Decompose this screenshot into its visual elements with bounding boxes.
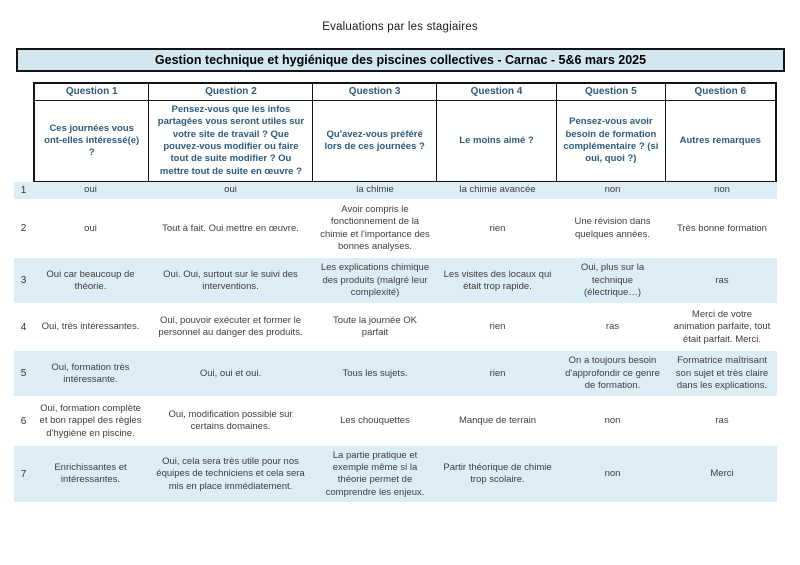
answer-cell: Merci de votre animation parfaite, tout était parfait. Merci.	[673, 308, 771, 345]
row-number: 7	[20, 468, 27, 480]
answer-cell: rien	[489, 321, 506, 333]
row-number: 5	[20, 368, 27, 380]
answer-cell: Les explications chimique des produits (malgré leur complexité)	[320, 262, 430, 299]
table-rows	[14, 182, 777, 505]
answer-cell: Très bonne formation	[677, 222, 767, 234]
table-row	[14, 351, 777, 396]
question-column-3	[313, 84, 436, 181]
question-column-5	[557, 84, 665, 181]
answer-cell: Oui. Oui, surtout sur le suivi des interventions.	[163, 268, 298, 292]
answer-cell: Les chouquettes	[340, 415, 410, 427]
question-text: Pensez-vous que les infos partagées vous seront utiles sur votre site de travail ? Que pouvez-vous modifier ou faire tout de suite modifier ? Ou mettre tout de suite en œuvre ?	[157, 104, 305, 177]
question-column-1	[35, 84, 149, 181]
answer-cell: ras	[715, 415, 729, 427]
answer-cell: Toute la journée OK parfait	[333, 315, 417, 339]
question-text: Autres remarques	[679, 134, 761, 146]
row-number: 1	[20, 185, 27, 196]
table-row	[14, 446, 777, 502]
table-row	[14, 306, 777, 348]
session-title-banner	[16, 48, 785, 72]
answer-cell: Manque de terrain	[458, 415, 537, 427]
answer-cell: Une révision dans quelques années.	[574, 216, 651, 240]
answer-cell: ras	[715, 274, 729, 286]
answer-cell: On a toujours besoin d'approfondir ce genre de formation.	[565, 355, 660, 392]
question-label: Question 4	[437, 84, 556, 101]
answer-cell: Formatrice maîtrisant son sujet et très claire dans les explications.	[675, 355, 769, 392]
row-number: 2	[20, 223, 27, 235]
answer-cell: Oui, plus sur la technique (électrique…)	[580, 262, 645, 299]
answer-cell: ras	[605, 321, 620, 333]
table-row	[14, 399, 777, 443]
row-number: 3	[20, 275, 27, 287]
answer-cell: Les visites des locaux qui était trop rapide.	[443, 268, 552, 292]
session-title-text: Gestion technique et hygiénique des piscines collectives - Carnac - 5&6 mars 2025	[154, 53, 647, 67]
answer-cell: Tous les sujets.	[342, 367, 408, 379]
answer-cell: oui	[84, 184, 97, 196]
question-label: Question 3	[313, 84, 435, 101]
question-header-table	[33, 82, 777, 183]
answer-cell: Oui car beaucoup de théorie.	[46, 268, 135, 292]
question-label: Question 2	[149, 84, 312, 101]
answer-cell: non	[714, 184, 730, 196]
answer-cell: Enrichissantes et intéressantes.	[54, 462, 127, 486]
question-column-2	[149, 84, 313, 181]
answer-cell: Partir théorique de chimie trop scolaire.	[443, 462, 552, 486]
answer-cell: la chimie avancée	[459, 184, 536, 196]
question-text: Pensez-vous avoir besoin de formation complémentaire ? (si oui, quoi ?)	[563, 116, 659, 165]
question-text: Ces journées vous ont-elles intéressé(e) ?	[44, 122, 140, 159]
page-title: Evaluations par les stagiaires	[322, 21, 478, 33]
answer-cell: Oui, modification possible sur certains domaines.	[168, 409, 293, 433]
answer-cell: rien	[489, 367, 506, 379]
question-text: Qu'avez-vous préféré lors de ces journées ?	[324, 128, 425, 153]
answer-cell: non	[604, 184, 621, 196]
answer-cell: Oui, cela sera très utile pour nos équipes de techniciens et cela sera mis en place immédiatement.	[156, 455, 305, 492]
answer-cell: Oui, oui et oui.	[199, 367, 262, 379]
answer-cell: Avoir compris le fonctionnement de la chimie et l'importance des bonnes analyses.	[320, 204, 430, 253]
answer-cell: rien	[489, 222, 506, 234]
answer-cell: non	[604, 468, 621, 480]
question-column-6	[666, 84, 775, 181]
question-label: Question 1	[35, 84, 148, 101]
answer-cell: la chimie	[356, 184, 394, 196]
table-row	[14, 182, 777, 199]
answer-cell: La partie pratique et exemple même si la théorie permet de comprendre les enjeux.	[325, 449, 425, 498]
row-number: 4	[20, 321, 27, 333]
question-column-4	[437, 84, 557, 181]
answer-cell: Tout à fait. Oui mettre en œuvre.	[162, 222, 299, 234]
answer-cell: oui	[84, 222, 97, 234]
question-label: Question 5	[557, 84, 664, 101]
question-text: Le moins aimé ?	[459, 134, 534, 146]
question-label: Question 6	[666, 84, 775, 101]
answer-cell: Oui, formation complète et bon rappel des règles d'hygiène en piscine.	[39, 402, 142, 439]
row-number: 6	[20, 415, 27, 427]
answer-cell: non	[604, 415, 621, 427]
answer-cell: oui	[224, 184, 237, 196]
table-row	[14, 202, 777, 255]
answer-cell: Oui, formation très intéressante.	[51, 361, 130, 385]
answer-cell: Oui, pouvoir exécuter et former le personnel au danger des produits.	[158, 315, 303, 339]
table-row	[14, 258, 777, 303]
answer-cell: Merci	[710, 468, 734, 480]
answer-cell: Oui, très intéressantes.	[41, 321, 140, 333]
